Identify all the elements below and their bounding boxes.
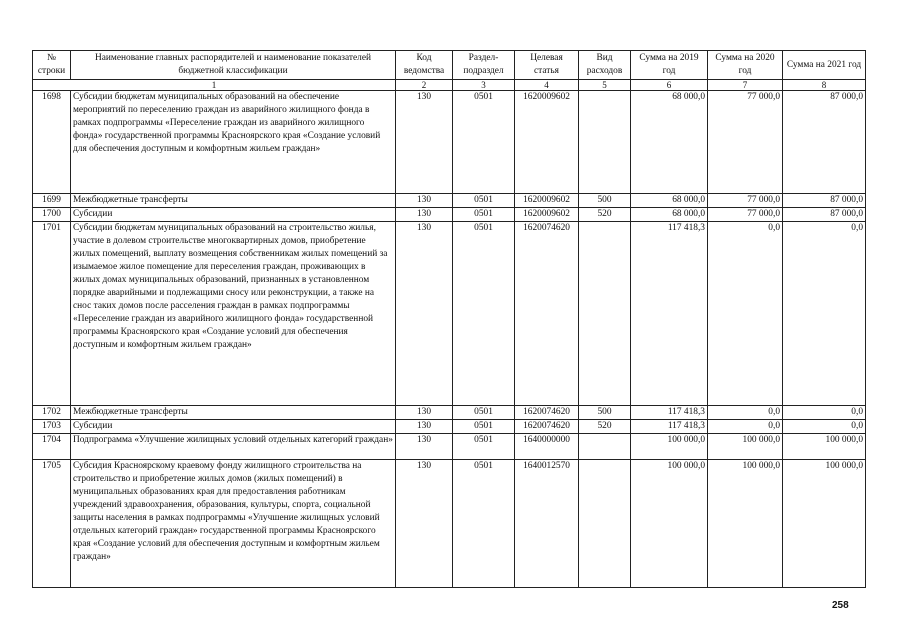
row-target-item: 1620009602 [515,194,579,208]
table-row [33,434,866,460]
row-department-code: 130 [396,91,453,194]
row-number: 1701 [33,222,71,406]
row-name: Субсидия Красноярскому краевому фонду жилищного строительства на строительство и приобретение жилых домов (жилых помещений) в муниципальных образованиях края для предоставления работникам учреждений здравоохранения, образования, культуры, спорта, социальной защиты населения в рамках подпрограммы «Улучшение жилищных условий отдельных категорий граждан» государственной программы Красноярского края «Создание условий для обеспечения доступным и комфортным жильем граждан» [71,460,396,588]
row-sum-2020: 0,0 [708,406,783,420]
row-department-code: 130 [396,222,453,406]
header-sum-2020: Сумма на 2020 год [708,51,783,80]
row-expense-type: 500 [579,194,631,208]
row-expense-type: 520 [579,420,631,434]
column-number: 6 [631,80,708,91]
row-name: Субсидии [71,208,396,222]
row-department-code: 130 [396,194,453,208]
row-sum-2019: 68 000,0 [631,208,708,222]
header-department-code: Код ведомства [396,51,453,80]
row-section: 0501 [453,434,515,460]
row-sum-2020: 77 000,0 [708,91,783,194]
row-expense-type [579,222,631,406]
row-target-item: 1620074620 [515,222,579,406]
column-number: 1 [33,80,396,91]
column-number: 2 [396,80,453,91]
row-expense-type: 520 [579,208,631,222]
row-target-item: 1620009602 [515,208,579,222]
header-row [33,51,866,80]
page-number: 258 [832,600,849,611]
row-section: 0501 [453,406,515,420]
header-sum-2021: Сумма на 2021 год [783,51,866,80]
header-row-number: № строки [33,51,71,80]
row-sum-2019: 117 418,3 [631,406,708,420]
row-section: 0501 [453,91,515,194]
row-sum-2021: 100 000,0 [783,460,866,588]
row-name: Подпрограмма «Улучшение жилищных условий отдельных категорий граждан» [71,434,396,460]
table-row [33,222,866,406]
column-number: 7 [708,80,783,91]
row-department-code: 130 [396,434,453,460]
row-sum-2020: 77 000,0 [708,194,783,208]
row-section: 0501 [453,460,515,588]
row-number: 1699 [33,194,71,208]
row-number: 1703 [33,420,71,434]
row-target-item: 1620074620 [515,420,579,434]
row-name: Межбюджетные трансферты [71,406,396,420]
row-expense-type [579,91,631,194]
row-target-item: 1620009602 [515,91,579,194]
row-name: Межбюджетные трансферты [71,194,396,208]
column-number: 3 [453,80,515,91]
table-row [33,406,866,420]
row-sum-2021: 0,0 [783,222,866,406]
row-name: Субсидии бюджетам муниципальных образований на строительство жилья, участие в долевом строительстве многоквартирных домов, приобретение жилых помещений, выплату возмещения собственникам жилых помещений за изымаемое жилое помещение для переселения граждан, проживающих в жилых домах муниципальных образований, признанных в установленном порядке аварийными и подлежащими сносу или реконструкции, а также на снос таких домов после расселения граждан в рамках подпрограммы «Переселение граждан из аварийного жилищного фонда» государственной программы Красноярского края «Создание условий для обеспечения доступным и комфортным жильем граждан» [71,222,396,406]
header-sum-2019: Сумма на 2019 год [631,51,708,80]
row-target-item: 1640000000 [515,434,579,460]
row-sum-2021: 87 000,0 [783,194,866,208]
row-number: 1705 [33,460,71,588]
row-sum-2021: 0,0 [783,420,866,434]
budget-table [32,50,866,588]
row-sum-2019: 68 000,0 [631,91,708,194]
row-section: 0501 [453,208,515,222]
row-name: Субсидии [71,420,396,434]
column-number-row [33,80,866,91]
row-sum-2020: 100 000,0 [708,434,783,460]
row-sum-2021: 87 000,0 [783,91,866,194]
row-sum-2020: 0,0 [708,222,783,406]
table-row [33,420,866,434]
table-row [33,208,866,222]
row-section: 0501 [453,222,515,406]
table-row [33,91,866,194]
row-sum-2020: 100 000,0 [708,460,783,588]
row-sum-2019: 117 418,3 [631,420,708,434]
row-department-code: 130 [396,420,453,434]
header-section: Раздел-подраздел [453,51,515,80]
table-row [33,194,866,208]
row-department-code: 130 [396,208,453,222]
row-number: 1702 [33,406,71,420]
column-number: 8 [783,80,866,91]
row-number: 1698 [33,91,71,194]
row-expense-type [579,460,631,588]
header-target-item: Целевая статья [515,51,579,80]
row-target-item: 1620074620 [515,406,579,420]
column-number: 5 [579,80,631,91]
row-sum-2019: 100 000,0 [631,460,708,588]
row-sum-2021: 0,0 [783,406,866,420]
row-number: 1700 [33,208,71,222]
row-target-item: 1640012570 [515,460,579,588]
table-row [33,460,866,588]
row-section: 0501 [453,194,515,208]
row-sum-2021: 100 000,0 [783,434,866,460]
row-department-code: 130 [396,406,453,420]
row-number: 1704 [33,434,71,460]
row-name: Субсидии бюджетам муниципальных образований на обеспечение мероприятий по переселению граждан из аварийного жилищного фонда в рамках подпрограммы «Переселение граждан из аварийного жилищного фонда» государственной программы Красноярского края «Создание условий для обеспечения доступным и комфортным жильем граждан» [71,91,396,194]
row-expense-type: 500 [579,406,631,420]
row-department-code: 130 [396,460,453,588]
row-sum-2019: 117 418,3 [631,222,708,406]
header-name: Наименование главных распорядителей и наименование показателей бюджетной классификации [71,51,396,80]
header-expense-type: Вид расходов [579,51,631,80]
row-sum-2019: 100 000,0 [631,434,708,460]
row-sum-2021: 87 000,0 [783,208,866,222]
row-sum-2020: 0,0 [708,420,783,434]
row-sum-2020: 77 000,0 [708,208,783,222]
row-sum-2019: 68 000,0 [631,194,708,208]
column-number: 4 [515,80,579,91]
row-section: 0501 [453,420,515,434]
row-expense-type [579,434,631,460]
